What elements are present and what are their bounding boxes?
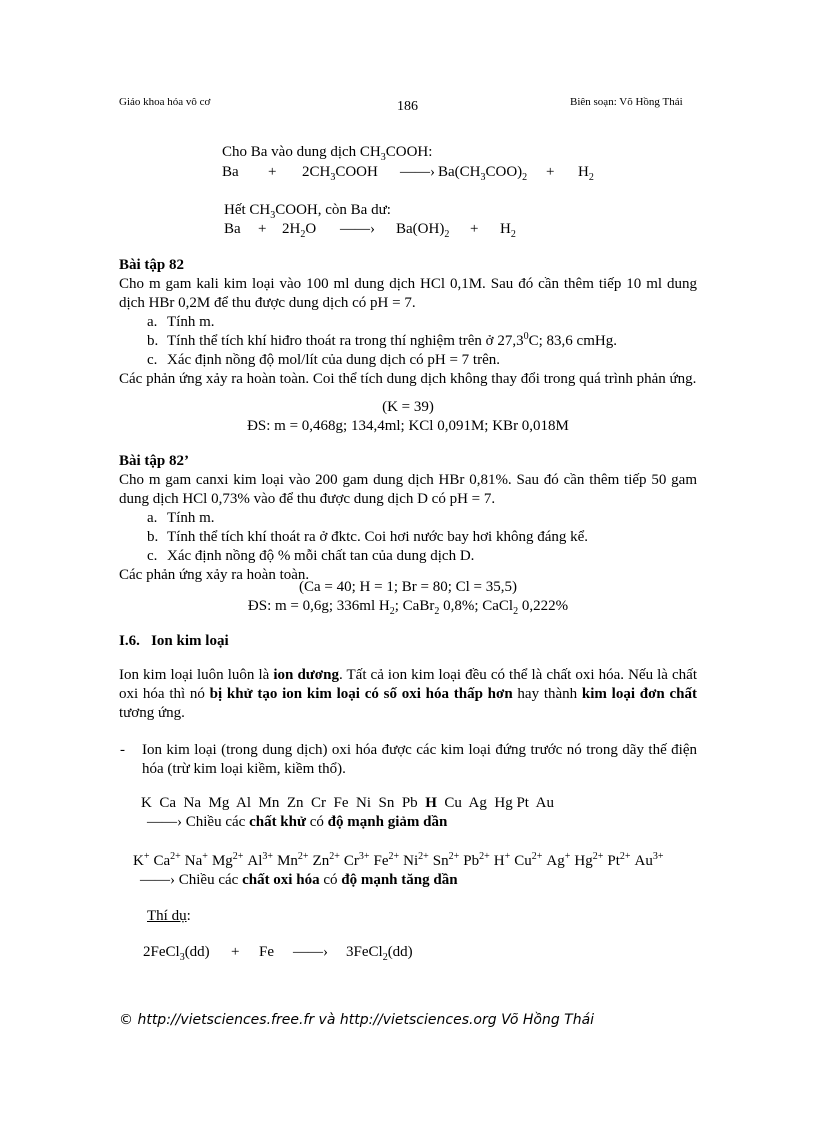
exercise-82-answer: ĐS: m = 0,468g; 134,4ml; KCl 0,091M; KBr 0,018M xyxy=(247,418,569,434)
exercise-82-item-a: a. Tính m. xyxy=(147,314,215,330)
ion-item: $Al^{3+}$ xyxy=(247,851,274,869)
ion-item: $Sn^{2+}$ xyxy=(432,851,460,869)
bullet-dash: - xyxy=(120,742,125,758)
ion-item: $Hg^{2+}$ xyxy=(574,851,604,869)
ion-item: $Pb^{2+}$ xyxy=(463,851,490,869)
exercise-82-item-c: c. Xác định nồng độ mol/lít của dung dịch có pH = 7 trên. xyxy=(147,352,500,368)
ion-item: H+ xyxy=(493,851,511,869)
ion-item: $Fe^{2+}$ xyxy=(373,851,400,869)
header-left: Giáo khoa hóa vô cơ xyxy=(119,96,211,108)
oxidizer-direction: ——› Chiều các chất oxi hóa có độ mạnh tăng dần xyxy=(140,872,458,888)
ion-item: $Ca^{2+}$ xyxy=(153,851,181,869)
exercise-82-note: Các phản ứng xảy ra hoàn toàn. Coi thể tích dung dịch không thay đổi trong quá trình phản ứng. xyxy=(119,371,697,387)
exercise-82-title: Bài tập 82 xyxy=(119,257,185,273)
exercise-82b-item-c: c. Xác định nồng độ % mỗi chất tan của dung dịch D. xyxy=(147,548,475,564)
arrow-icon: ——› xyxy=(293,944,328,960)
arrow-icon: ——› xyxy=(147,814,182,830)
footer-credit: © http://vietsciences.free.fr và http://vietsciences.org Võ Hồng Thái xyxy=(119,1012,595,1028)
ion-item: Na+ xyxy=(184,851,208,869)
ion-item: Ag+ xyxy=(546,851,571,869)
exercise-82b-note: Các phản ứng xảy ra hoàn toàn. xyxy=(119,567,310,583)
section-title: I.6. Ion kim loại xyxy=(119,633,229,649)
exercise-82b-item-a: a. Tính m. xyxy=(147,510,215,526)
ion-item: $Au^{3+}$ xyxy=(634,851,664,869)
exercise-82-item-b: b. Tính thể tích khí hiđro thoát ra trong thí nghiệm trên ở 27,3$^0$C; 83,6 cmHg. xyxy=(147,331,617,349)
ion-item: $Mn^{2+}$ xyxy=(277,851,309,869)
equation-2: Ba + $2H_2O$ ——› $Ba(OH)_2$ + $H_2$ xyxy=(224,221,516,240)
example-equation: 2FeCl$_3$(dd) + Fe ——› 3FeCl$_2$(dd) xyxy=(143,944,413,963)
exercise-82b-given: (Ca = 40; H = 1; Br = 80; Cl = 35,5) xyxy=(299,579,517,595)
exercise-82-given: (K = 39) xyxy=(382,399,434,415)
reaction-intro-2: Hết $CH_3COOH$, còn Ba dư: xyxy=(224,202,391,221)
section-paragraph: Ion kim loại luôn luôn là ion dương. Tất cả ion kim loại đều có thể là chất oxi hóa. Nếu là chất oxi hóa thì nó bị khử tạo ion kim loại có số oxi hóa thấp hơn hay thành kim loại đơn chất tương ứng. xyxy=(119,667,698,721)
ion-item: $Zn^{2+}$ xyxy=(312,851,340,869)
ion-item: $Cr^{3+}$ xyxy=(343,851,370,869)
ion-item: $Mg^{2+}$ xyxy=(211,851,244,869)
ion-item: $Pt^{2+}$ xyxy=(607,851,631,869)
ion-item: K+ xyxy=(133,851,150,869)
exercise-82-intro: Cho m gam kali kim loại vào 100 ml dung dịch HCl 0,1M. Sau đó cần thêm tiếp 10 ml dung dịch HBr 0,2M để thu được dung dịch có pH = 7. xyxy=(119,276,697,311)
reaction-intro-1: Cho Ba vào dung dịch $CH_3COOH$: xyxy=(222,144,433,163)
equation-1: Ba + $2CH_3COOH$ ——› $Ba(CH_3COO)_2$ + $H_2$ xyxy=(222,164,594,183)
example-label: Thí dụ: xyxy=(147,908,191,924)
arrow-icon: ——› xyxy=(340,221,375,237)
exercise-82b-item-b: b. Tính thể tích khí thoát ra ở đktc. Coi hơi nước bay hơi không đáng kể. xyxy=(147,529,589,545)
ion-series xyxy=(133,852,668,871)
arrow-icon: ——› xyxy=(140,872,175,888)
ion-item: $Cu^{2+}$ xyxy=(514,851,543,869)
ion-item: $Ni^{2+}$ xyxy=(403,851,429,869)
header-right: Biên soạn: Võ Hồng Thái xyxy=(570,96,683,108)
bullet-text: Ion kim loại (trong dung dịch) oxi hóa được các kim loại đứng trước nó trong dãy thế điện hóa (trừ kim loại kiềm, kiềm thổ). xyxy=(142,742,697,777)
exercise-82b-intro: Cho m gam canxi kim loại vào 200 gam dung dịch HBr 0,81%. Sau đó cần thêm tiếp 50 gam dung dịch HCl 0,73% vào để thu được dung dịch D có pH = 7. xyxy=(119,472,697,507)
page-number: 186 xyxy=(397,99,418,114)
arrow-icon: ——› xyxy=(400,164,435,180)
metal-series: K Ca Na Mg Al Mn Zn Cr Fe Ni Sn Pb H Cu Ag Hg Pt Au xyxy=(141,795,554,811)
exercise-82b-answer: ĐS: m = 0,6g; 336ml $H_2$; CaBr$_2$ 0,8%; CaCl$_2$ 0,222% xyxy=(247,598,569,617)
exercise-82b-title: Bài tập 82’ xyxy=(119,453,190,469)
reducer-direction: ——› Chiều các chất khử có độ mạnh giảm dần xyxy=(147,814,448,830)
